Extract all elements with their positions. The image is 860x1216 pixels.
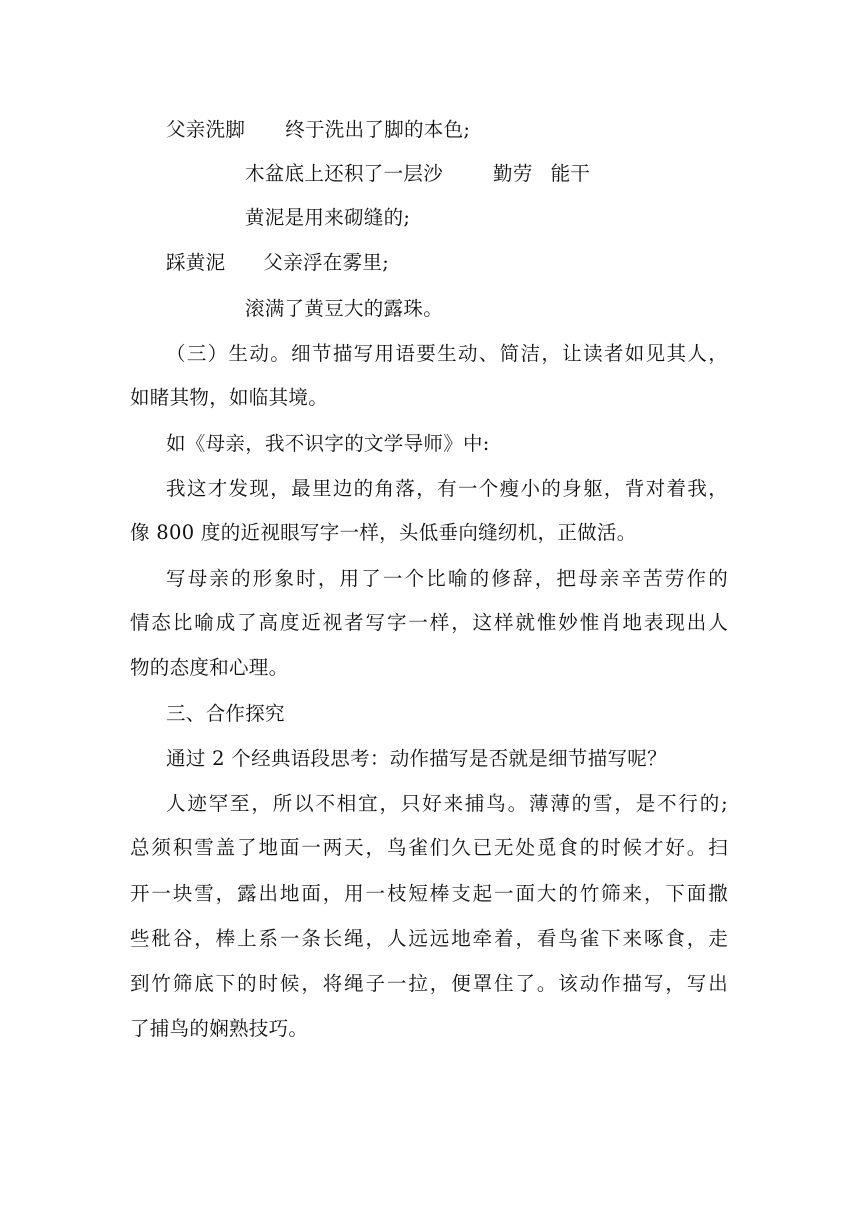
outline-line-step-mud xyxy=(166,249,389,277)
outline-trait-capable: 能干 xyxy=(550,162,591,185)
outline-detail-sand: 木盆底上还积了一层沙 xyxy=(245,162,444,185)
passage-line-3: 开一块雪，露出地面，用一枝短棒支起一面大的竹筛来，下面撒 xyxy=(130,882,728,905)
section-heading: 三、合作探究 xyxy=(166,702,285,725)
passage-line-1: 人迹罕至，所以不相宜，只好来捕鸟。薄薄的雪，是不行的; xyxy=(166,792,728,815)
passage-line-5: 到竹筛底下的时候，将绳子一拉，便罩住了。该动作描写，写出 xyxy=(130,972,728,995)
quote-line-2: 像 800 度的近视眼写字一样，头低垂向缝纫机，正做活。 xyxy=(130,521,637,544)
passage-line-6: 了捕鸟的娴熟技巧。 xyxy=(130,1017,309,1040)
analysis-line-2: 情态比喻成了高度近视者写字一样，这样就惟妙惟肖地表现出人 xyxy=(130,611,728,634)
outline-detail-wash-feet: 终于洗出了脚的本色; xyxy=(285,118,471,141)
outline-label-step-mud: 踩黄泥 xyxy=(166,251,226,274)
outline-line-mud: 黄泥是用来砌缝的; xyxy=(245,206,411,229)
question-line: 通过 2 个经典语段思考：动作描写是否就是细节描写呢？ xyxy=(166,747,667,770)
analysis-line-1: 写母亲的形象时，用了一个比喻的修辞，把母亲辛苦劳作的 xyxy=(166,567,728,590)
outline-line-sand xyxy=(245,160,590,188)
example-intro: 如《母亲，我不识字的文学导师》中: xyxy=(166,432,490,455)
outline-line-dew: 滚满了黄豆大的露珠。 xyxy=(245,297,444,320)
passage-line-4: 些秕谷，棒上系一条长绳，人远远地牵着，看鸟雀下来啄食，走 xyxy=(130,927,728,950)
vivid-point-line-1: （三）生动。细节描写用语要生动、简洁，让读者如见其人， xyxy=(166,342,728,365)
analysis-line-3: 物的态度和心理。 xyxy=(130,656,289,679)
quote-line-1: 我这才发现，最里边的角落，有一个瘦小的身躯，背对着我， xyxy=(166,477,728,500)
outline-label-wash-feet: 父亲洗脚 xyxy=(166,118,246,141)
vivid-point-line-2: 如睹其物，如临其境。 xyxy=(130,386,329,409)
passage-line-2: 总须积雪盖了地面一两天，鸟雀们久已无处觅食的时候才好。扫 xyxy=(130,836,728,859)
outline-trait-diligent: 勤劳 xyxy=(493,162,533,185)
outline-detail-fog: 父亲浮在雾里; xyxy=(263,251,390,274)
outline-line-wash-feet xyxy=(166,116,470,144)
